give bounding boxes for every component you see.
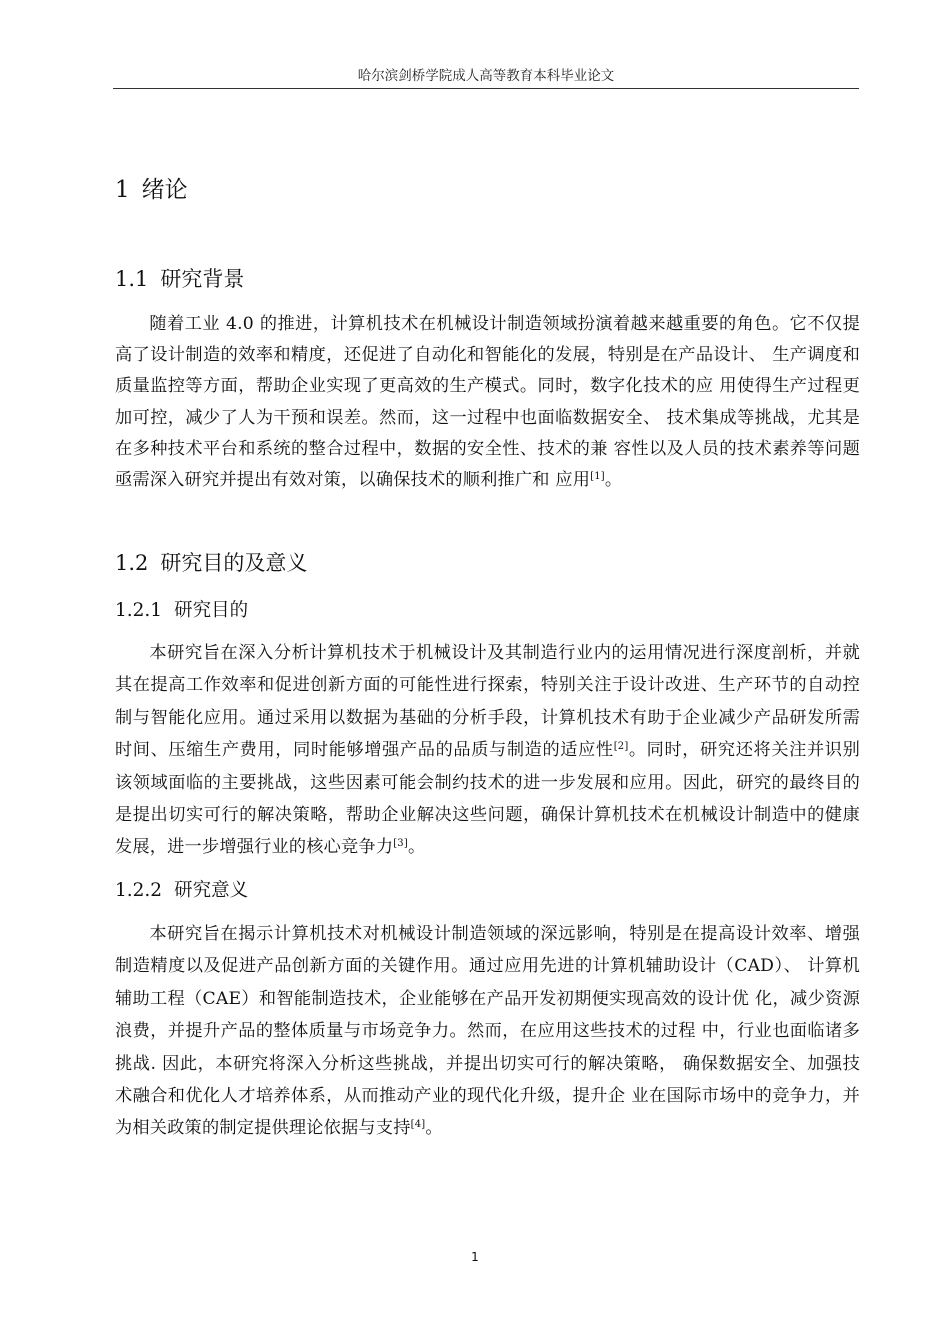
citation: [2]: [613, 741, 629, 753]
paragraph-end: 。: [407, 837, 426, 858]
section-number: 1.1: [115, 267, 149, 291]
running-header: 哈尔滨剑桥学院成人高等教育本科毕业论文: [357, 68, 615, 84]
subsection-title: 研究目的: [174, 600, 249, 621]
citation: [3]: [393, 838, 408, 850]
citation: [4]: [410, 1119, 426, 1131]
section-title: 研究目的及意义: [160, 551, 308, 575]
subsection-number: 1.2.2: [115, 880, 163, 901]
paragraph-purpose: [115, 637, 860, 864]
paragraph-text: 本研究旨在揭示计算机技术对机械设计制造领域的深远影响，特别是在提高设计效率、增强制造精度以及促进产品创新方面的关键作用。通过应用先进的计算机辅助设计（CAD）、 计算机辅助工程（CAE）和智能制造技术，企业能够在产品开发初期便实现高效的设计优 化，减少资源浪费，并提升产品的整体质量与市场竞争力。然而，在应用这些技术的过程 中，行业也面临诸多挑战. 因此，本研究将深入分析这些挑战，并提出切实可行的解决策略， 确保数据安全、加强技术融合和优化人才培养体系，从而推动产业的现代化升级，提升企 业在国际市场中的竞争力，并为相关政策的制定提供理论依据与支持: [115, 924, 860, 1139]
paragraph-end: 。: [425, 1118, 443, 1139]
paragraph-significance: [115, 918, 860, 1145]
subsection-heading-1-2-1: [115, 596, 248, 626]
page-number: 1: [471, 1250, 479, 1264]
paragraph-text: 。同时，研究还将关注并识别该领域面临的主要挑战，这些因素可能会制约技术的进一步发展和应用。因此，研究的最终目的是提出切实可行的解决策略，帮助企业解决这些问题，确保计算机技术在机械设计制造中的健康发展，进一步增强行业的核心竞争力: [115, 740, 860, 858]
paragraph-background: [115, 309, 860, 496]
section-number: 1.2: [115, 551, 149, 575]
chapter-title: 绪论: [141, 177, 188, 203]
section-title: 研究背景: [160, 267, 245, 291]
paragraph-text: 随着工业 4.0 的推进，计算机技术在机械设计制造领域扮演着越来越重要的角色。它不仅提高了设计制造的效率和精度，还促进了自动化和智能化的发展，特别是在产品设计、 生产调度和质量监控等方面，帮助企业实现了更高效的生产模式。同时，数字化技术的应 用使得生产过程更加可控，减少了人为干预和误差。然而，这一过程中也面临数据安全、 技术集成等挑战，尤其是在多种技术平台和系统的整合过程中，数据的安全性、技术的兼 容性以及人员的技术素养等问题亟需深入研究并提出有效对策，以确保技术的顺利推广和 应用: [115, 314, 860, 491]
section-heading-1-1: [115, 263, 244, 295]
paragraph-text: 本研究旨在深入分析计算机技术于机械设计及其制造行业内的运用情况进行深度剖析，并就其在提高工作效率和促进创新方面的可能性进行探索，特别关注于设计改进、生产环节的自动控制与智能化应用。通过采用以数据为基础的分析手段，计算机技术有助于企业减少产品研发所需时间、压缩生产费用，同时能够增强产品的品质与制造的适应性: [115, 643, 860, 761]
subsection-number: 1.2.1: [115, 600, 163, 621]
chapter-heading: [115, 172, 188, 208]
section-heading-1-2: [115, 547, 307, 579]
subsection-heading-1-2-2: [115, 876, 248, 906]
chapter-number: 1: [115, 177, 130, 203]
header-rule: [113, 88, 859, 89]
citation: [1]: [590, 471, 605, 483]
subsection-title: 研究意义: [174, 880, 249, 901]
paragraph-end: 。: [604, 470, 623, 491]
